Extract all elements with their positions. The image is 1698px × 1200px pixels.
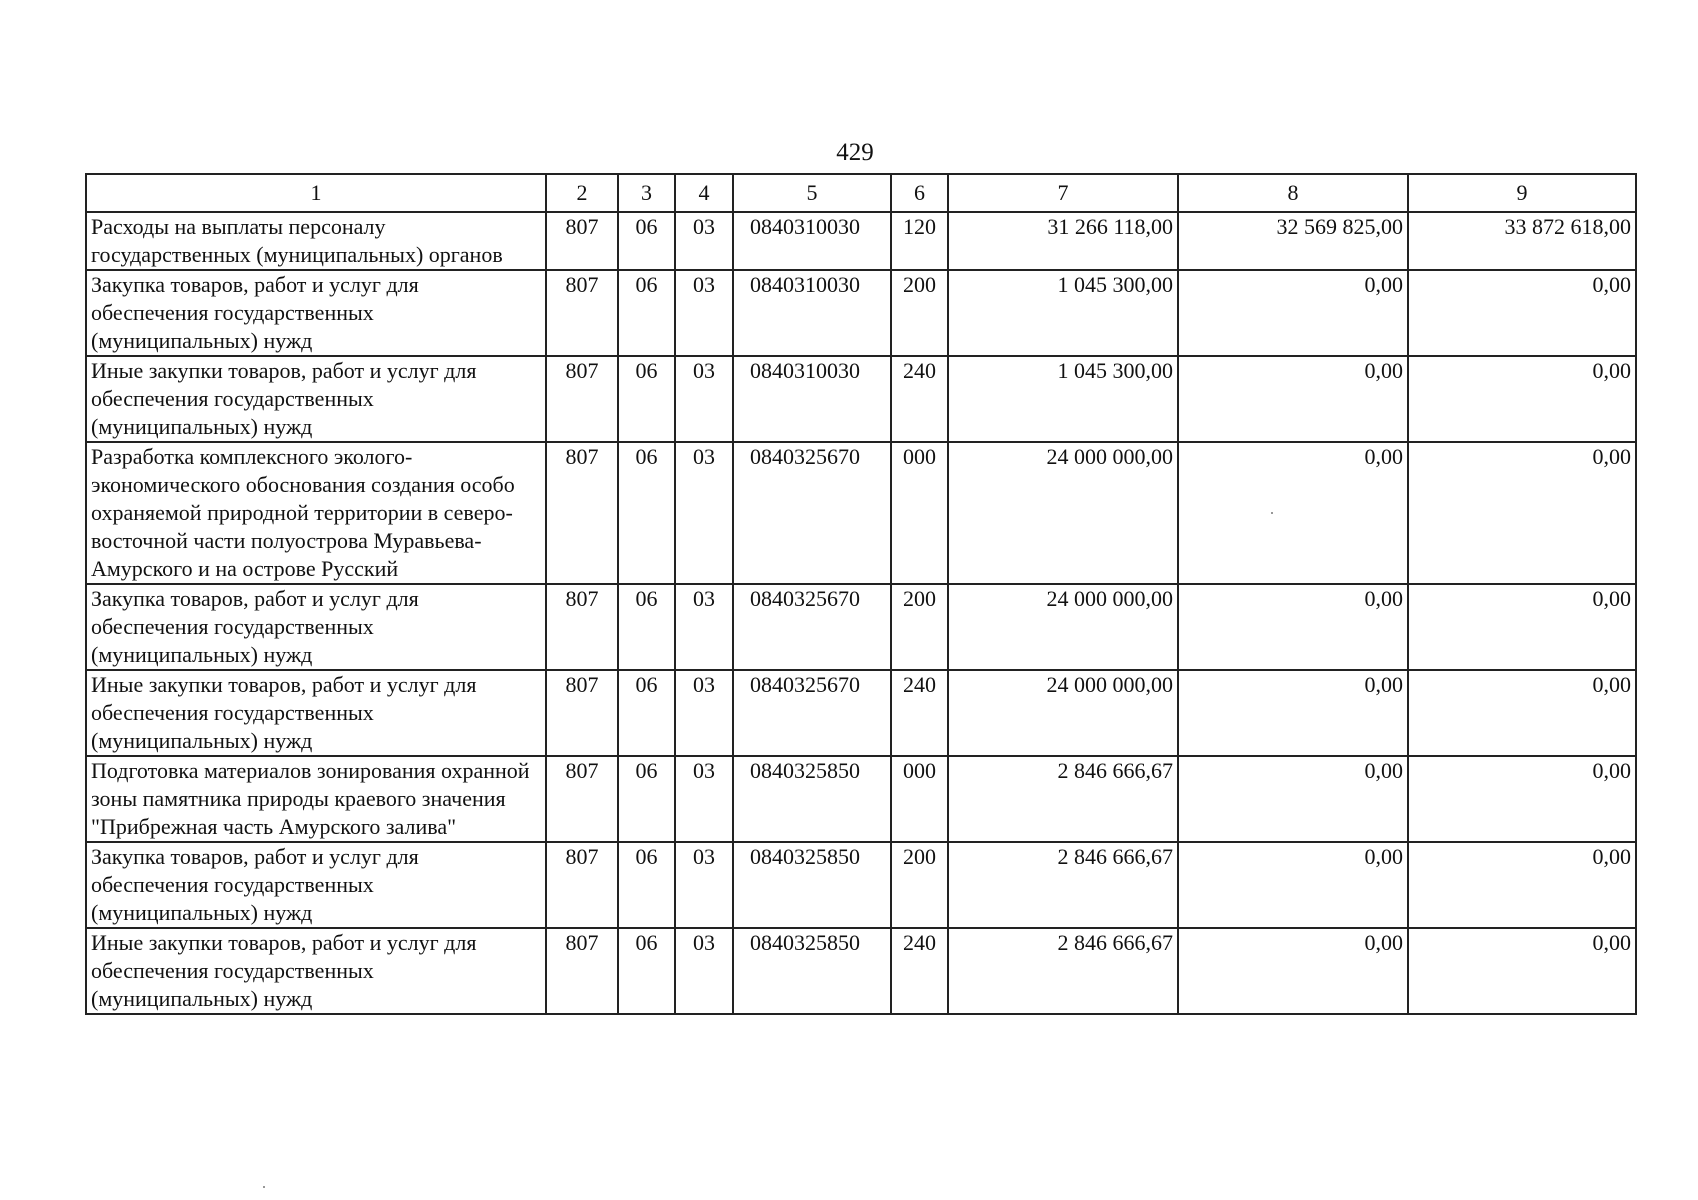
- column-header: 8: [1178, 174, 1408, 212]
- scan-speck: [263, 1186, 265, 1188]
- expense-type-code: 200: [891, 584, 948, 670]
- amount-col-9: 0,00: [1408, 270, 1636, 356]
- amount-col-9: 0,00: [1408, 584, 1636, 670]
- section-code: 06: [618, 756, 675, 842]
- table-row: [86, 584, 1636, 670]
- target-article-code: 0840310030: [733, 270, 891, 356]
- amount-col-7: 2 846 666,67: [948, 756, 1178, 842]
- amount-col-8: 0,00: [1178, 356, 1408, 442]
- expense-name: Закупка товаров, работ и услуг для обеспечения государственных (муниципальных) нужд: [86, 842, 546, 928]
- expense-name: Разработка комплексного эколого-экономического обоснования создания особо охраняемой природной территории в северо-восточной части полуострова Муравьева-Амурского и на острове Русский: [86, 442, 546, 584]
- expense-type-code: 200: [891, 270, 948, 356]
- target-article-code: 0840325670: [733, 584, 891, 670]
- subsection-code: 03: [675, 356, 733, 442]
- ministry-code: 807: [546, 756, 618, 842]
- amount-col-8: 0,00: [1178, 584, 1408, 670]
- ministry-code: 807: [546, 270, 618, 356]
- amount-col-7: 1 045 300,00: [948, 270, 1178, 356]
- expense-type-code: 000: [891, 442, 948, 584]
- section-code: 06: [618, 442, 675, 584]
- target-article-code: 0840310030: [733, 212, 891, 270]
- ministry-code: 807: [546, 442, 618, 584]
- section-code: 06: [618, 584, 675, 670]
- expense-type-code: 000: [891, 756, 948, 842]
- target-article-code: 0840325670: [733, 442, 891, 584]
- amount-col-9: 0,00: [1408, 670, 1636, 756]
- amount-col-9: 0,00: [1408, 928, 1636, 1014]
- subsection-code: 03: [675, 928, 733, 1014]
- subsection-code: 03: [675, 584, 733, 670]
- expense-name: Расходы на выплаты персоналу государственных (муниципальных) органов: [86, 212, 546, 270]
- table-row: [86, 670, 1636, 756]
- expense-type-code: 240: [891, 928, 948, 1014]
- section-code: 06: [618, 356, 675, 442]
- section-code: 06: [618, 212, 675, 270]
- table-row: [86, 442, 1636, 584]
- expense-type-code: 200: [891, 842, 948, 928]
- ministry-code: 807: [546, 928, 618, 1014]
- subsection-code: 03: [675, 756, 733, 842]
- expense-type-code: 120: [891, 212, 948, 270]
- amount-col-8: 0,00: [1178, 928, 1408, 1014]
- column-header: 7: [948, 174, 1178, 212]
- table-row: [86, 212, 1636, 270]
- expense-name: Закупка товаров, работ и услуг для обеспечения государственных (муниципальных) нужд: [86, 584, 546, 670]
- table-row: [86, 756, 1636, 842]
- target-article-code: 0840310030: [733, 356, 891, 442]
- amount-col-8: 0,00: [1178, 270, 1408, 356]
- subsection-code: 03: [675, 842, 733, 928]
- amount-col-9: 33 872 618,00: [1408, 212, 1636, 270]
- section-code: 06: [618, 270, 675, 356]
- scan-speck: [1271, 512, 1273, 514]
- expense-name: Иные закупки товаров, работ и услуг для обеспечения государственных (муниципальных) нужд: [86, 356, 546, 442]
- expense-name: Иные закупки товаров, работ и услуг для обеспечения государственных (муниципальных) нужд: [86, 670, 546, 756]
- page-number: 429: [836, 139, 874, 166]
- column-header: 4: [675, 174, 733, 212]
- budget-table: [85, 173, 1637, 1015]
- target-article-code: 0840325850: [733, 756, 891, 842]
- subsection-code: 03: [675, 442, 733, 584]
- amount-col-9: 0,00: [1408, 442, 1636, 584]
- column-header: 5: [733, 174, 891, 212]
- expense-name: Подготовка материалов зонирования охранной зоны памятника природы краевого значения "Прибрежная часть Амурского залива": [86, 756, 546, 842]
- amount-col-9: 0,00: [1408, 842, 1636, 928]
- amount-col-8: 0,00: [1178, 670, 1408, 756]
- subsection-code: 03: [675, 270, 733, 356]
- table-row: [86, 928, 1636, 1014]
- section-code: 06: [618, 928, 675, 1014]
- target-article-code: 0840325850: [733, 842, 891, 928]
- ministry-code: 807: [546, 356, 618, 442]
- amount-col-7: 24 000 000,00: [948, 584, 1178, 670]
- amount-col-7: 24 000 000,00: [948, 442, 1178, 584]
- header-row: [86, 174, 1636, 212]
- table-row: [86, 842, 1636, 928]
- amount-col-7: 2 846 666,67: [948, 928, 1178, 1014]
- amount-col-8: 0,00: [1178, 442, 1408, 584]
- subsection-code: 03: [675, 670, 733, 756]
- column-header: 3: [618, 174, 675, 212]
- table-row: [86, 270, 1636, 356]
- ministry-code: 807: [546, 212, 618, 270]
- amount-col-7: 24 000 000,00: [948, 670, 1178, 756]
- amount-col-7: 1 045 300,00: [948, 356, 1178, 442]
- ministry-code: 807: [546, 584, 618, 670]
- expense-type-code: 240: [891, 670, 948, 756]
- column-header: 6: [891, 174, 948, 212]
- ministry-code: 807: [546, 670, 618, 756]
- target-article-code: 0840325850: [733, 928, 891, 1014]
- amount-col-8: 32 569 825,00: [1178, 212, 1408, 270]
- expense-name: Закупка товаров, работ и услуг для обеспечения государственных (муниципальных) нужд: [86, 270, 546, 356]
- subsection-code: 03: [675, 212, 733, 270]
- amount-col-7: 2 846 666,67: [948, 842, 1178, 928]
- amount-col-8: 0,00: [1178, 756, 1408, 842]
- expense-name: Иные закупки товаров, работ и услуг для обеспечения государственных (муниципальных) нужд: [86, 928, 546, 1014]
- section-code: 06: [618, 670, 675, 756]
- amount-col-8: 0,00: [1178, 842, 1408, 928]
- ministry-code: 807: [546, 842, 618, 928]
- section-code: 06: [618, 842, 675, 928]
- target-article-code: 0840325670: [733, 670, 891, 756]
- amount-col-9: 0,00: [1408, 356, 1636, 442]
- amount-col-9: 0,00: [1408, 756, 1636, 842]
- column-header: 9: [1408, 174, 1636, 212]
- column-header: 1: [86, 174, 546, 212]
- expense-type-code: 240: [891, 356, 948, 442]
- table-row: [86, 356, 1636, 442]
- amount-col-7: 31 266 118,00: [948, 212, 1178, 270]
- column-header: 2: [546, 174, 618, 212]
